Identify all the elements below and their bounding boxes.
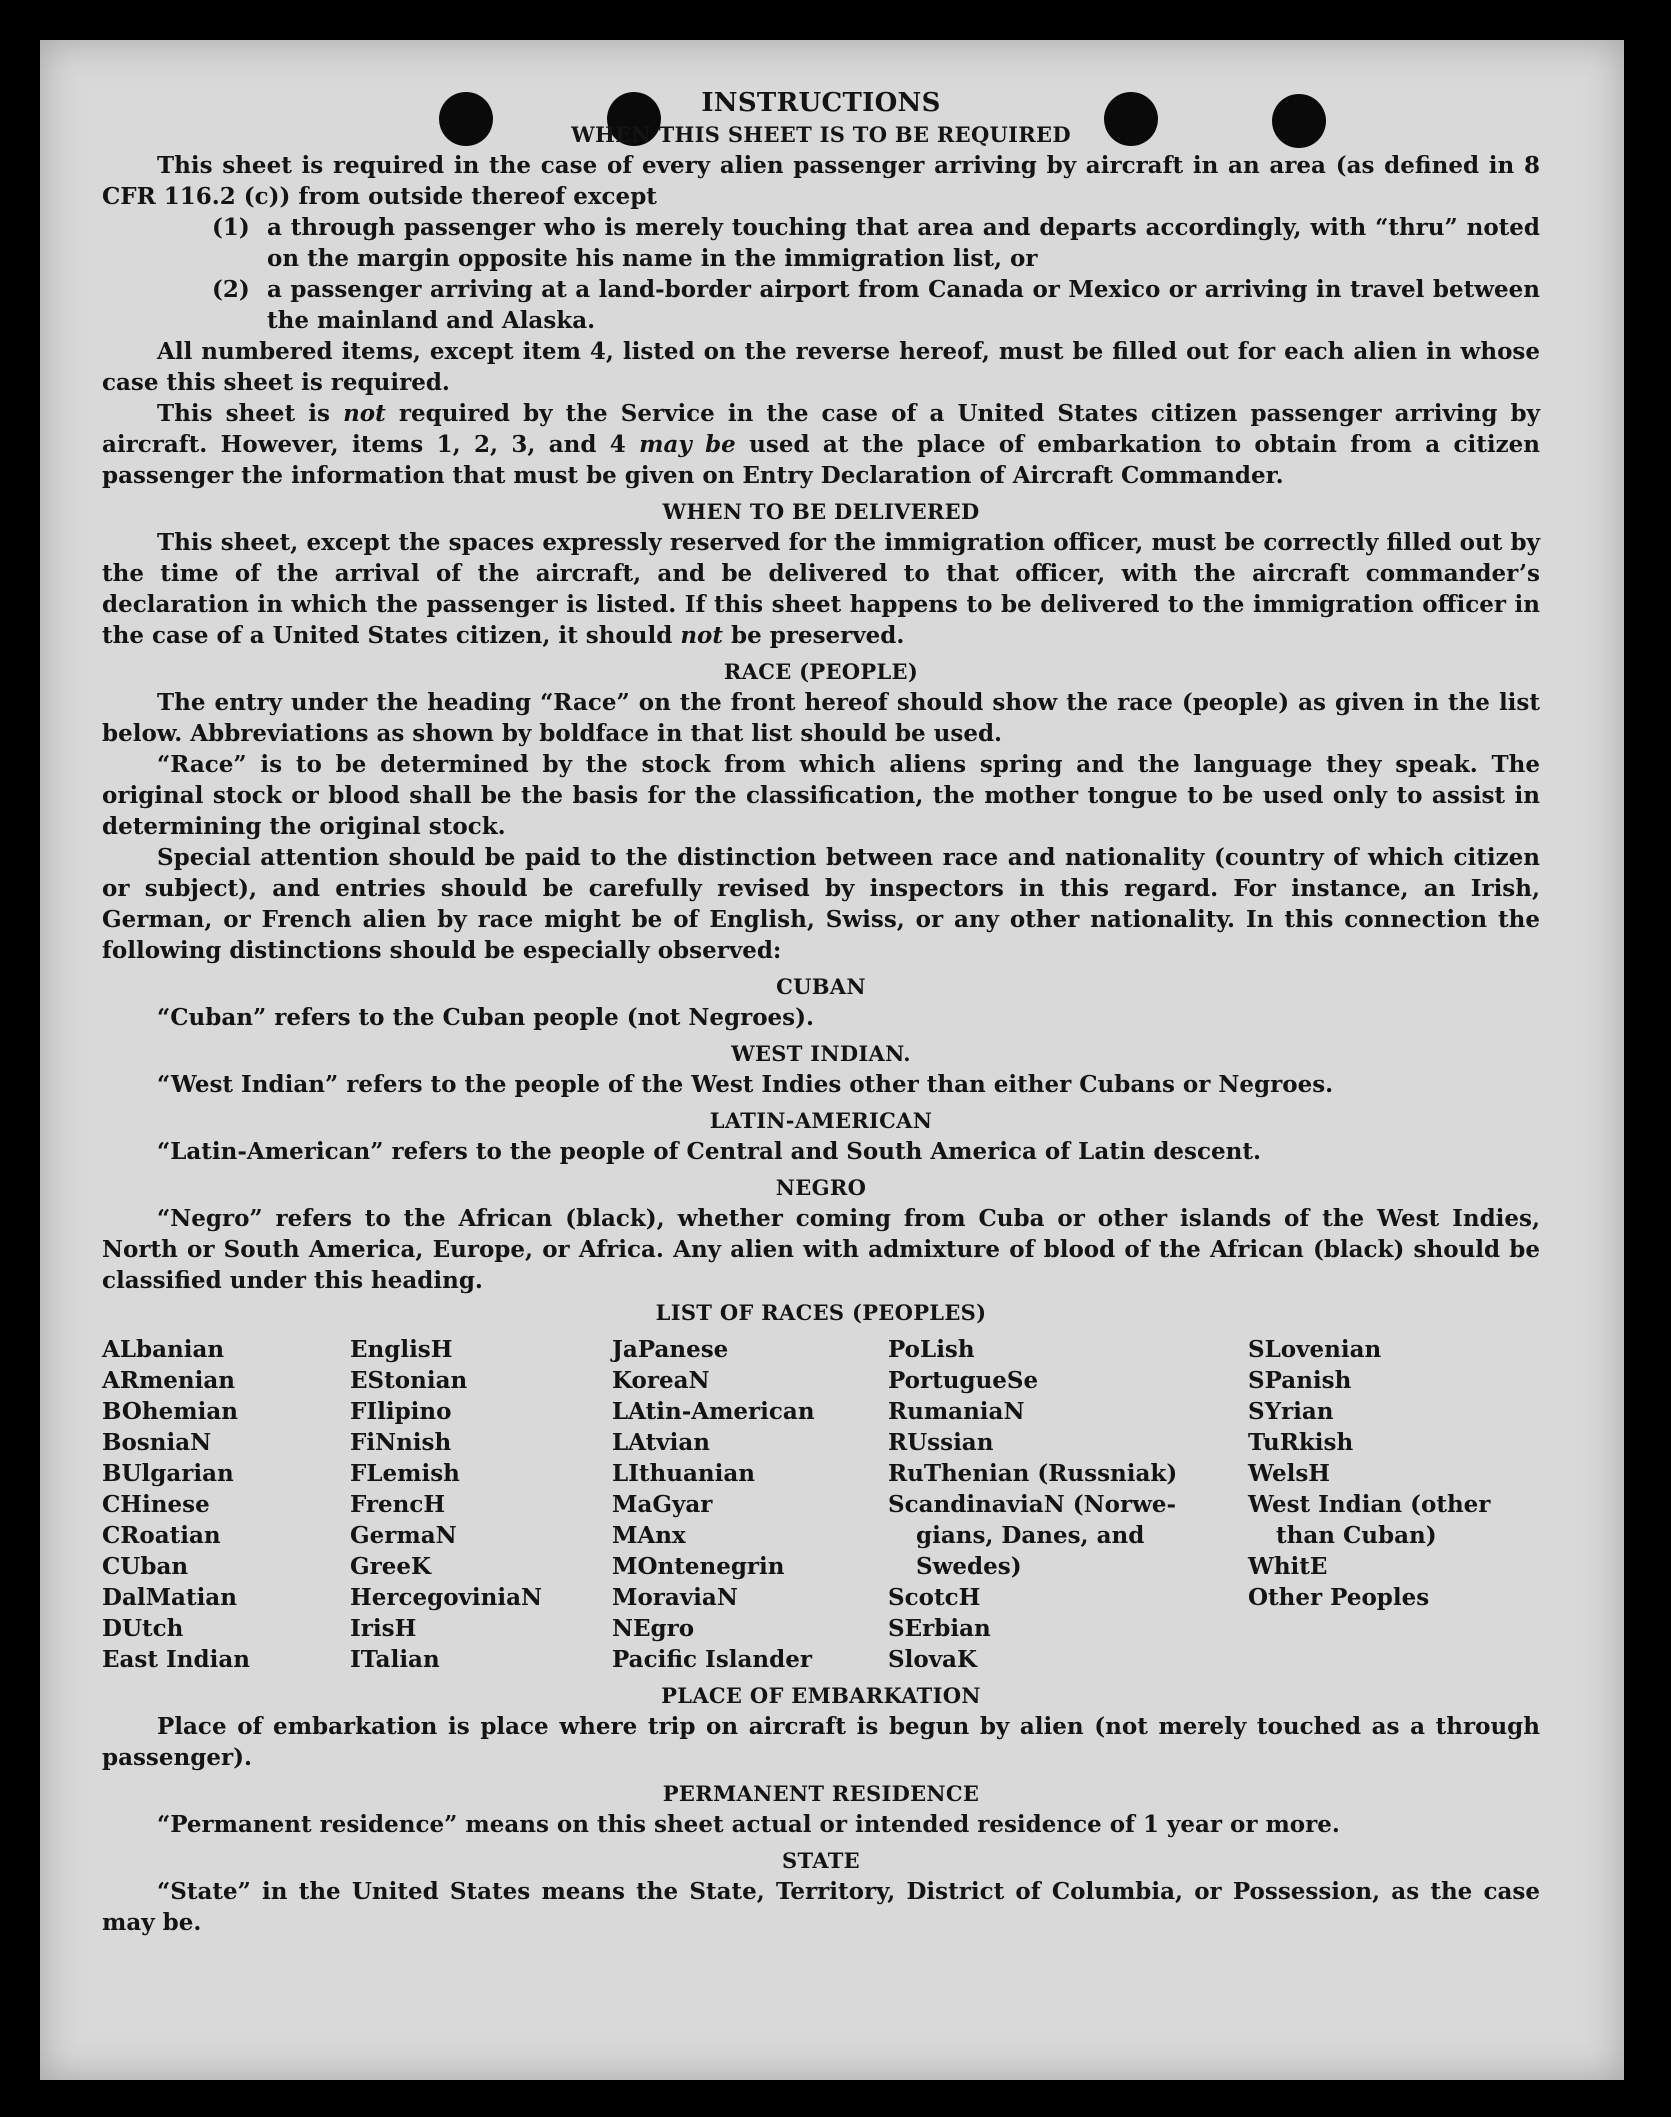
race-entry: SLovenian bbox=[1248, 1336, 1382, 1363]
race-entry: Other Peoples bbox=[1248, 1584, 1430, 1611]
races-column bbox=[888, 1334, 1248, 1675]
race-entry: Pacific Islander bbox=[612, 1646, 812, 1673]
latin-american-paragraph: “Latin-American” refers to the people of Central and South America of Latin descent. bbox=[157, 1138, 1261, 1165]
citizen-not: not bbox=[343, 400, 386, 427]
citizen-may-be: may be bbox=[639, 431, 736, 458]
races-column bbox=[102, 1334, 350, 1675]
races-list bbox=[102, 1334, 1540, 1675]
race-entry: West Indian (other bbox=[1248, 1491, 1491, 1518]
race-entry: WelsH bbox=[1248, 1460, 1331, 1487]
citizen-text-a: This sheet is bbox=[157, 400, 344, 427]
section-heading-permanent-residence: PERMANENT RESIDENCE bbox=[662, 1781, 980, 1806]
race-entry: EStonian bbox=[350, 1367, 468, 1394]
negro-paragraph: “Negro” refers to the African (black), whether coming from Cuba or other islands of the West Indies, North or South America, Europe, or Africa. Any alien with admixture of blood of the African (black) should be classified under this heading. bbox=[102, 1205, 1540, 1294]
race-entry: ITalian bbox=[350, 1646, 440, 1673]
races-column bbox=[1248, 1334, 1540, 1675]
section-heading-race: RACE (PEOPLE) bbox=[723, 659, 919, 684]
race-entry: PortugueSe bbox=[888, 1367, 1039, 1394]
exception-number: (1) bbox=[212, 214, 250, 241]
race-entry: ALbanian bbox=[102, 1336, 225, 1363]
race-entry: gians, Danes, and bbox=[916, 1522, 1145, 1549]
section-heading-races-list: LIST OF RACES (PEOPLES) bbox=[655, 1300, 987, 1325]
section-heading-cuban: CUBAN bbox=[776, 974, 866, 999]
race-entry: HercegoviniaN bbox=[350, 1584, 543, 1611]
exception-item bbox=[212, 212, 1540, 274]
race-entry: BOhemian bbox=[102, 1398, 238, 1425]
race-entry: MoraviaN bbox=[612, 1584, 738, 1611]
race-entry: ScandinaviaN (Norwe- bbox=[888, 1491, 1177, 1518]
race-entry: ARmenian bbox=[102, 1367, 236, 1394]
exception-text: a passenger arriving at a land-border airport from Canada or Mexico or arriving in travel between the mainland and Alaska. bbox=[267, 276, 1540, 334]
race-entry: IrisH bbox=[350, 1615, 417, 1642]
race-entry: GreeK bbox=[350, 1553, 432, 1580]
race-entry: JaPanese bbox=[612, 1336, 729, 1363]
delivered-text-b: be preserved. bbox=[723, 622, 905, 649]
race-entry: BosniaN bbox=[102, 1429, 212, 1456]
race-paragraph-2: “Race” is to be determined by the stock from which aliens spring and the language they speak. The original stock or blood shall be the basis for the classification, the mother tongue to be used only to assist in determining the original stock. bbox=[102, 751, 1540, 840]
section-heading-embarkation: PLACE OF EMBARKATION bbox=[661, 1683, 981, 1708]
race-entry: WhitE bbox=[1248, 1553, 1328, 1580]
exception-number: (2) bbox=[212, 276, 250, 303]
race-entry: MaGyar bbox=[612, 1491, 713, 1518]
citizen-text-b: required by the Service in the case of a United States citizen passenger arriving by aircraft. However, items 1, 2, 3, and 4 bbox=[102, 400, 1540, 458]
race-entry: LIthuanian bbox=[612, 1460, 755, 1487]
west-indian-paragraph: “West Indian” refers to the people of the West Indies other than either Cubans or Negroes. bbox=[157, 1071, 1334, 1098]
delivered-paragraph bbox=[102, 527, 1540, 651]
race-entry: LAtvian bbox=[612, 1429, 710, 1456]
race-entry: SPanish bbox=[1248, 1367, 1352, 1394]
section-heading-negro: NEGRO bbox=[775, 1175, 867, 1200]
race-entry: FiNnish bbox=[350, 1429, 452, 1456]
race-entry: CHinese bbox=[102, 1491, 210, 1518]
race-entry: RuThenian (Russniak) bbox=[888, 1460, 1178, 1487]
races-column bbox=[612, 1334, 888, 1675]
race-entry: RUssian bbox=[888, 1429, 994, 1456]
race-entry: FIlipino bbox=[350, 1398, 452, 1425]
race-paragraph-1: The entry under the heading “Race” on the front hereof should show the race (people) as given in the list below. Abbreviations as shown by boldface in that list should be used. bbox=[102, 689, 1540, 747]
section-heading-latin-american: LATIN-AMERICAN bbox=[709, 1108, 933, 1133]
race-entry: KoreaN bbox=[612, 1367, 710, 1394]
race-entry: MAnx bbox=[612, 1522, 686, 1549]
embarkation-paragraph: Place of embarkation is place where trip on aircraft is begun by alien (not merely touched as a through passenger). bbox=[102, 1713, 1540, 1771]
citizen-text-c: used at the place of embarkation to obtain from a citizen passenger the information that must be given on Entry Declaration of Aircraft Commander. bbox=[102, 431, 1541, 489]
race-entry: TuRkish bbox=[1248, 1429, 1354, 1456]
delivered-not: not bbox=[680, 622, 724, 649]
delivered-text-a: This sheet, except the spaces expressly reserved for the immigration officer, must be correctly filled out by the time of the arrival of the aircraft, and be delivered to that officer, with the aircraft commander’s declaration in which the passenger is listed. If this sheet happens to be delivered to the immigration officer in the case of a United States citizen, it should bbox=[102, 529, 1540, 649]
state-paragraph: “State” in the United States means the State, Territory, District of Columbia, or Possession, as the case may be. bbox=[102, 1878, 1540, 1936]
required-intro: This sheet is required in the case of every alien passenger arriving by aircraft in an area (as defined in 8 CFR 116.2 (c)) from outside thereof except bbox=[102, 152, 1540, 210]
race-entry: than Cuban) bbox=[1276, 1522, 1437, 1549]
race-entry: MOntenegrin bbox=[612, 1553, 785, 1580]
race-entry: DUtch bbox=[102, 1615, 184, 1642]
section-heading-state: STATE bbox=[782, 1848, 860, 1873]
race-entry: CUban bbox=[102, 1553, 189, 1580]
race-entry: NEgro bbox=[612, 1615, 695, 1642]
page-title: INSTRUCTIONS bbox=[701, 88, 941, 118]
race-entry: SErbian bbox=[888, 1615, 991, 1642]
race-paragraph-3: Special attention should be paid to the distinction between race and nationality (country of which citizen or subject), and entries should be carefully revised by inspectors in this regard. For instance, an Irish, German, or French alien by race might be of English, Swiss, or any other nationality. In this connection the following distinctions should be especially observed: bbox=[102, 844, 1540, 964]
race-entry: ScotcH bbox=[888, 1584, 981, 1611]
cuban-paragraph: “Cuban” refers to the Cuban people (not Negroes). bbox=[157, 1004, 815, 1031]
section-heading-west-indian: WEST INDIAN. bbox=[731, 1041, 911, 1066]
citizen-paragraph bbox=[102, 398, 1540, 491]
race-entry: Swedes) bbox=[916, 1553, 1022, 1580]
exception-text: a through passenger who is merely touching that area and departs accordingly, with “thru” noted on the margin opposite his name in the immigration list, or bbox=[267, 214, 1540, 272]
race-entry: LAtin-American bbox=[612, 1398, 815, 1425]
race-entry: CRoatian bbox=[102, 1522, 221, 1549]
section-heading-required: WHEN THIS SHEET IS TO BE REQUIRED bbox=[571, 122, 1071, 147]
race-entry: BUlgarian bbox=[102, 1460, 234, 1487]
race-entry: SlovaK bbox=[888, 1646, 977, 1673]
races-column bbox=[350, 1334, 612, 1675]
race-entry: FLemish bbox=[350, 1460, 460, 1487]
permanent-residence-paragraph: “Permanent residence” means on this sheet actual or intended residence of 1 year or more. bbox=[157, 1811, 1340, 1838]
race-entry: RumaniaN bbox=[888, 1398, 1025, 1425]
exception-item bbox=[212, 274, 1540, 336]
race-entry: PoLish bbox=[888, 1336, 975, 1363]
race-entry: FrencH bbox=[350, 1491, 446, 1518]
numbered-items-paragraph: All numbered items, except item 4, listed on the reverse hereof, must be filled out for each alien in whose case this sheet is required. bbox=[102, 338, 1540, 396]
race-entry: GermaN bbox=[350, 1522, 457, 1549]
race-entry: East Indian bbox=[102, 1646, 250, 1673]
section-heading-delivered: WHEN TO BE DELIVERED bbox=[662, 499, 980, 524]
race-entry: DalMatian bbox=[102, 1584, 237, 1611]
race-entry: EnglisH bbox=[350, 1336, 453, 1363]
race-entry: SYrian bbox=[1248, 1398, 1334, 1425]
instructions-content bbox=[102, 80, 1540, 1938]
